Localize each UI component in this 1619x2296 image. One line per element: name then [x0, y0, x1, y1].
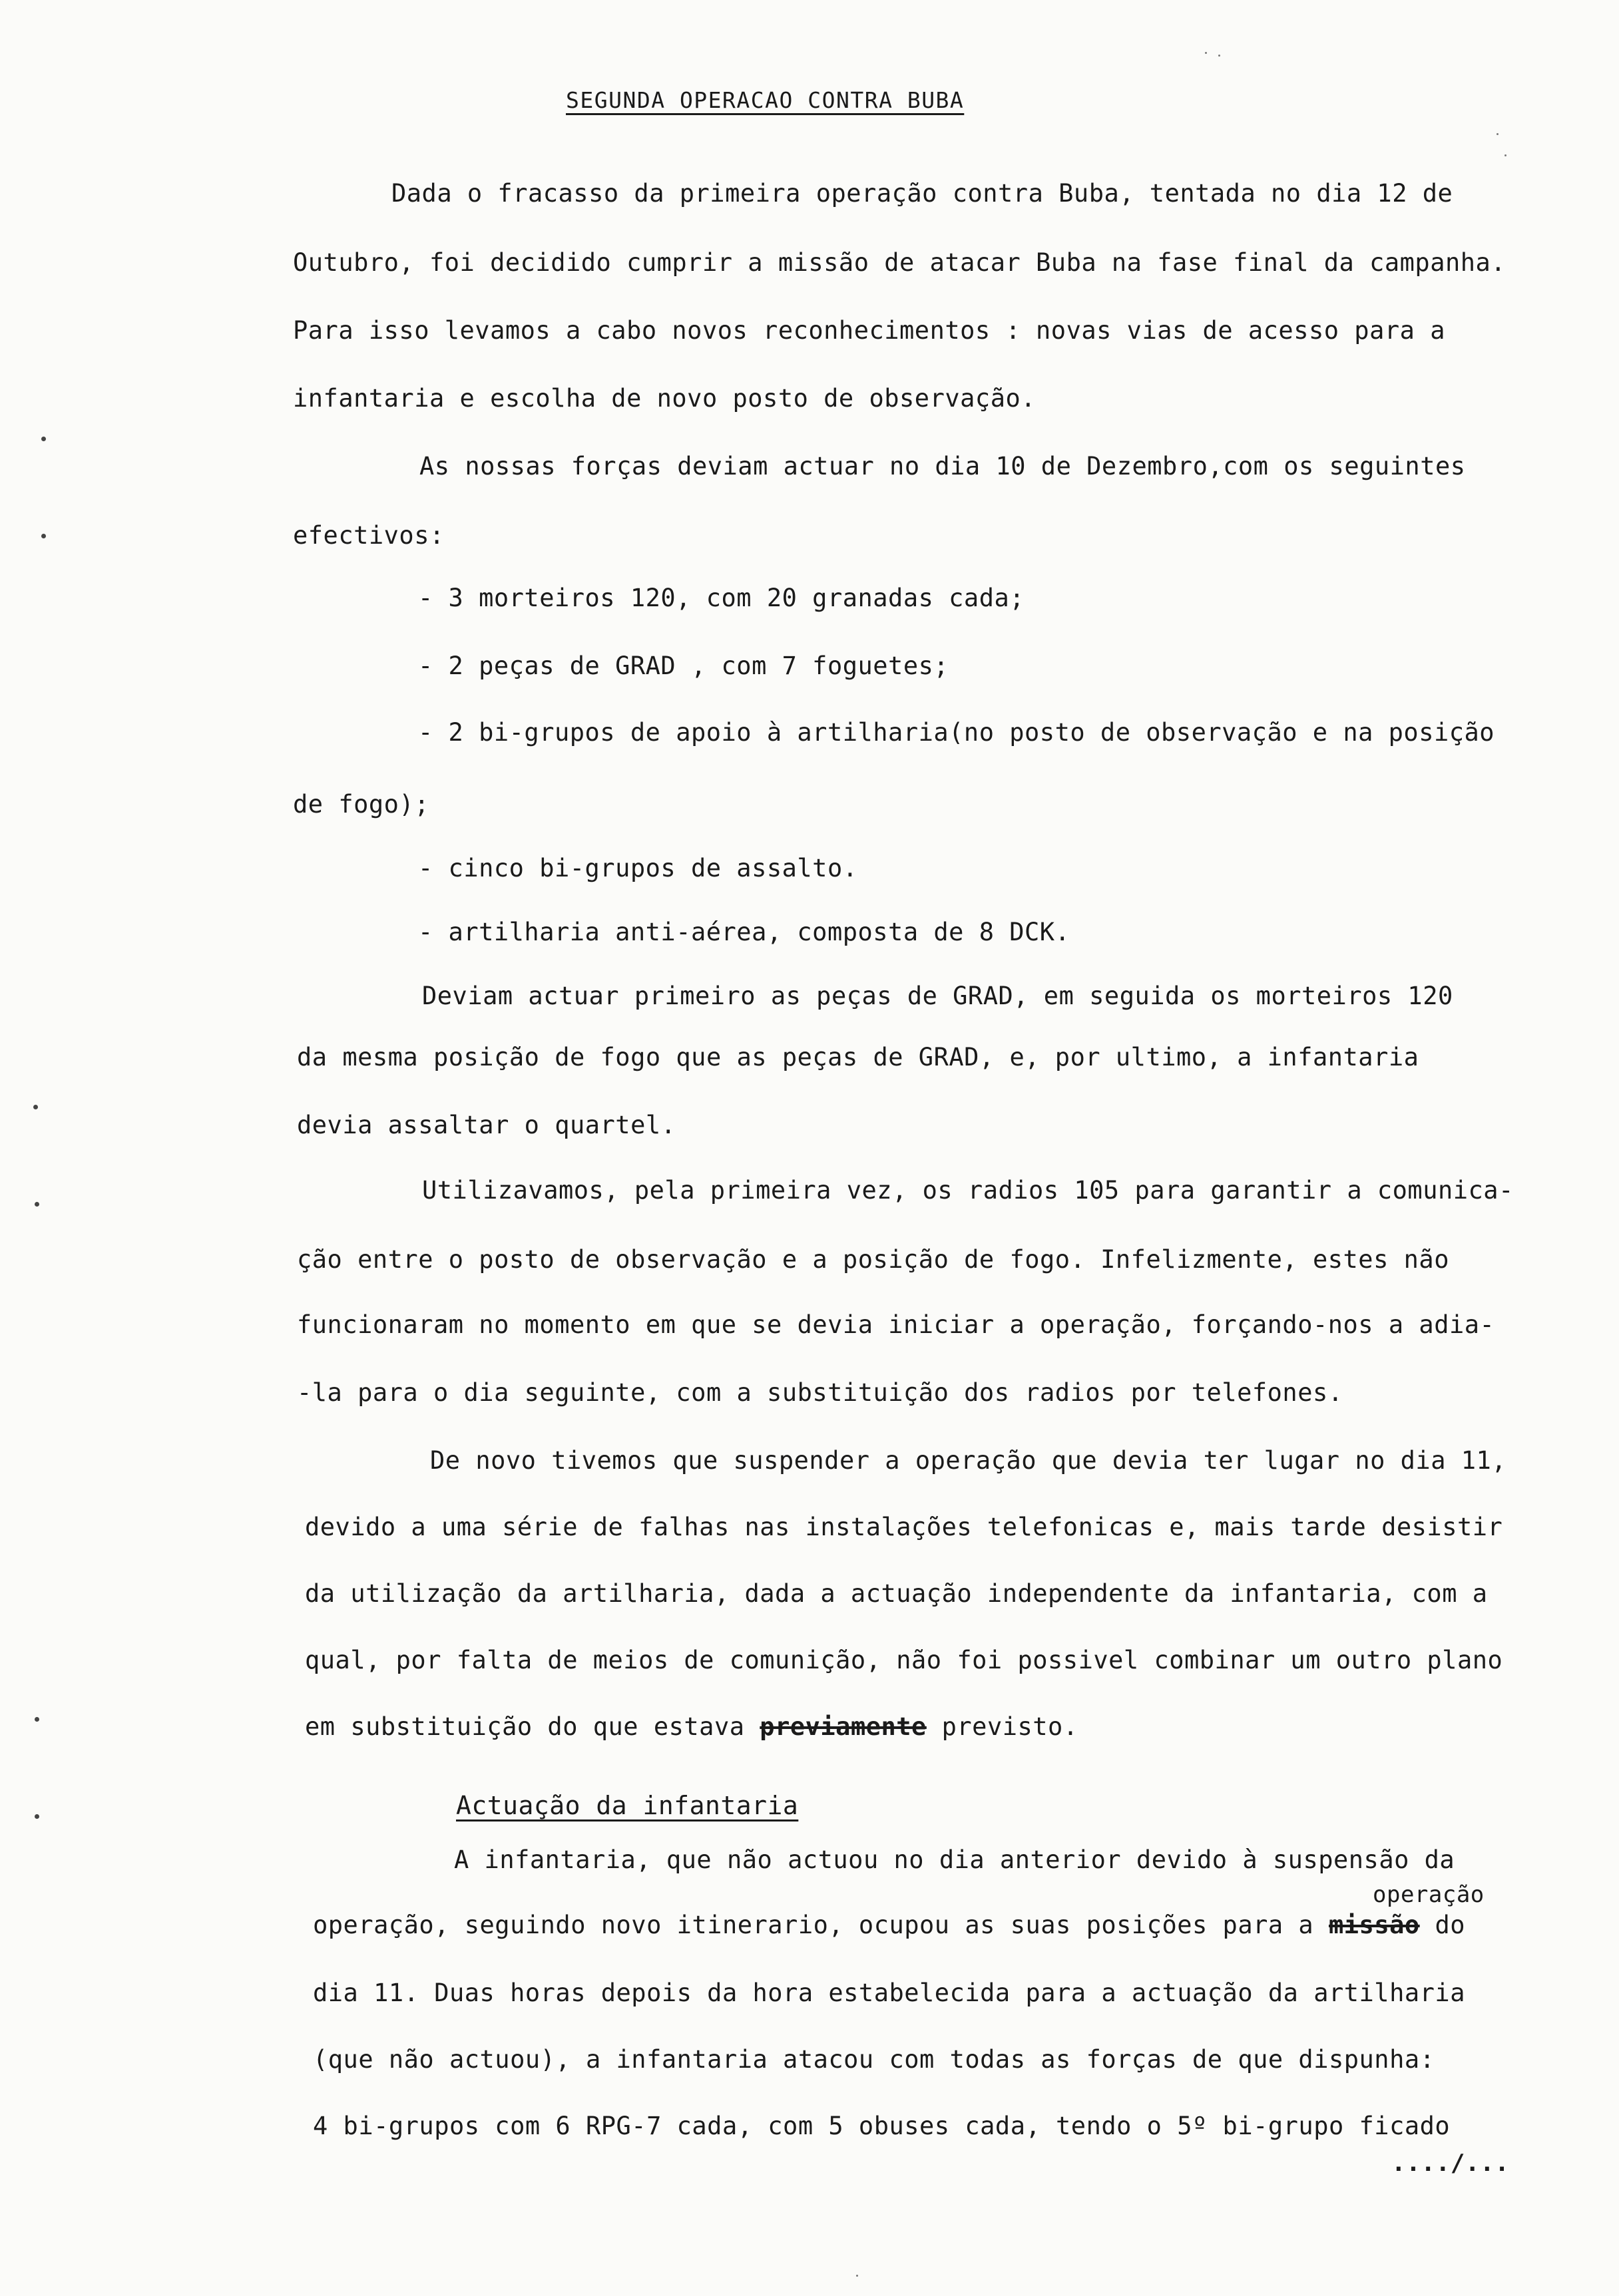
scan-speck — [1497, 133, 1499, 135]
text-line: (que não actuou), a infantaria atacou com todas as forças de que dispunha: — [313, 2045, 1435, 2074]
margin-mark — [35, 1814, 39, 1819]
text-line — [313, 1910, 1465, 1941]
scan-speck — [1504, 154, 1506, 156]
document-title: SEGUNDA OPERACAO CONTRA BUBA — [566, 87, 965, 113]
text-line: qual, por falta de meios de comunição, não foi possivel combinar um outro plano — [305, 1646, 1503, 1674]
struck-word: previamente — [760, 1712, 927, 1741]
text-segment: do — [1435, 1911, 1465, 1939]
text-line: Outubro, foi decidido cumprir a missão de atacar Buba na fase final da campanha. — [293, 248, 1506, 277]
text-line: Para isso levamos a cabo novos reconhecimentos : novas vias de acesso para a — [293, 316, 1445, 345]
text-line: Dada o fracasso da primeira operação contra Buba, tentada no dia 12 de — [391, 179, 1453, 208]
list-item: - 2 bi-grupos de apoio à artilharia(no posto de observação e na posição — [418, 718, 1495, 747]
text-line: De novo tivemos que suspender a operação que devia ter lugar no dia 11, — [430, 1446, 1507, 1475]
scan-speck — [1205, 52, 1207, 54]
scan-speck — [1218, 55, 1220, 57]
handwritten-insertion: operação — [1373, 1881, 1485, 1908]
list-item: - 3 morteiros 120, com 20 granadas cada; — [418, 584, 1025, 612]
text-line — [305, 1712, 1078, 1742]
page-continuation-mark: ..../... — [1391, 2150, 1510, 2177]
text-line: da utilização da artilharia, dada a actuação independente da infantaria, com a — [305, 1579, 1488, 1608]
text-line: 4 bi-grupos com 6 RPG-7 cada, com 5 obuses cada, tendo o 5º bi-grupo ficado — [313, 2112, 1451, 2140]
margin-mark — [35, 1202, 39, 1207]
section-heading: Actuação da infantaria — [456, 1791, 799, 1820]
text-line: devido a uma série de falhas nas instalações telefonicas e, mais tarde desistir — [305, 1513, 1503, 1541]
text-line: As nossas forças deviam actuar no dia 10 de Dezembro,com os seguintes — [419, 452, 1466, 480]
text-line: de fogo); — [293, 790, 429, 819]
list-item: - artilharia anti-aérea, composta de 8 DCK. — [418, 918, 1070, 946]
text-line: Deviam actuar primeiro as peças de GRAD, em seguida os morteiros 120 — [422, 982, 1453, 1010]
text-line: A infantaria, que não actuou no dia anterior devido à suspensão da — [454, 1845, 1455, 1874]
margin-mark — [41, 534, 46, 538]
text-line: efectivos: — [293, 521, 445, 550]
text-line: ção entre o posto de observação e a posição de fogo. Infelizmente, estes não — [297, 1245, 1449, 1274]
text-segment: operação, seguindo novo itinerario, ocupou as suas posições para a — [313, 1911, 1314, 1939]
text-line: dia 11. Duas horas depois da hora estabelecida para a actuação da artilharia — [313, 1979, 1465, 2007]
struck-word: missão — [1329, 1911, 1420, 1939]
margin-mark — [33, 1105, 38, 1109]
text-line: Utilizavamos, pela primeira vez, os radios 105 para garantir a comunica- — [422, 1176, 1514, 1205]
scan-speck — [856, 2275, 858, 2277]
list-item: - cinco bi-grupos de assalto. — [418, 854, 858, 882]
list-item: - 2 peças de GRAD , com 7 foguetes; — [418, 652, 949, 680]
text-segment: em substituição do que estava — [305, 1712, 745, 1741]
margin-mark — [41, 437, 46, 441]
text-line: funcionaram no momento em que se devia iniciar a operação, forçando-nos a adia- — [297, 1310, 1495, 1339]
margin-mark — [35, 1717, 39, 1722]
text-line: infantaria e escolha de novo posto de observação. — [293, 384, 1037, 413]
text-line: -la para o dia seguinte, com a substituição dos radios por telefones. — [297, 1378, 1343, 1407]
text-line: devia assaltar o quartel. — [297, 1111, 676, 1139]
text-segment: previsto. — [941, 1712, 1078, 1741]
text-line: da mesma posição de fogo que as peças de GRAD, e, por ultimo, a infantaria — [297, 1043, 1419, 1071]
